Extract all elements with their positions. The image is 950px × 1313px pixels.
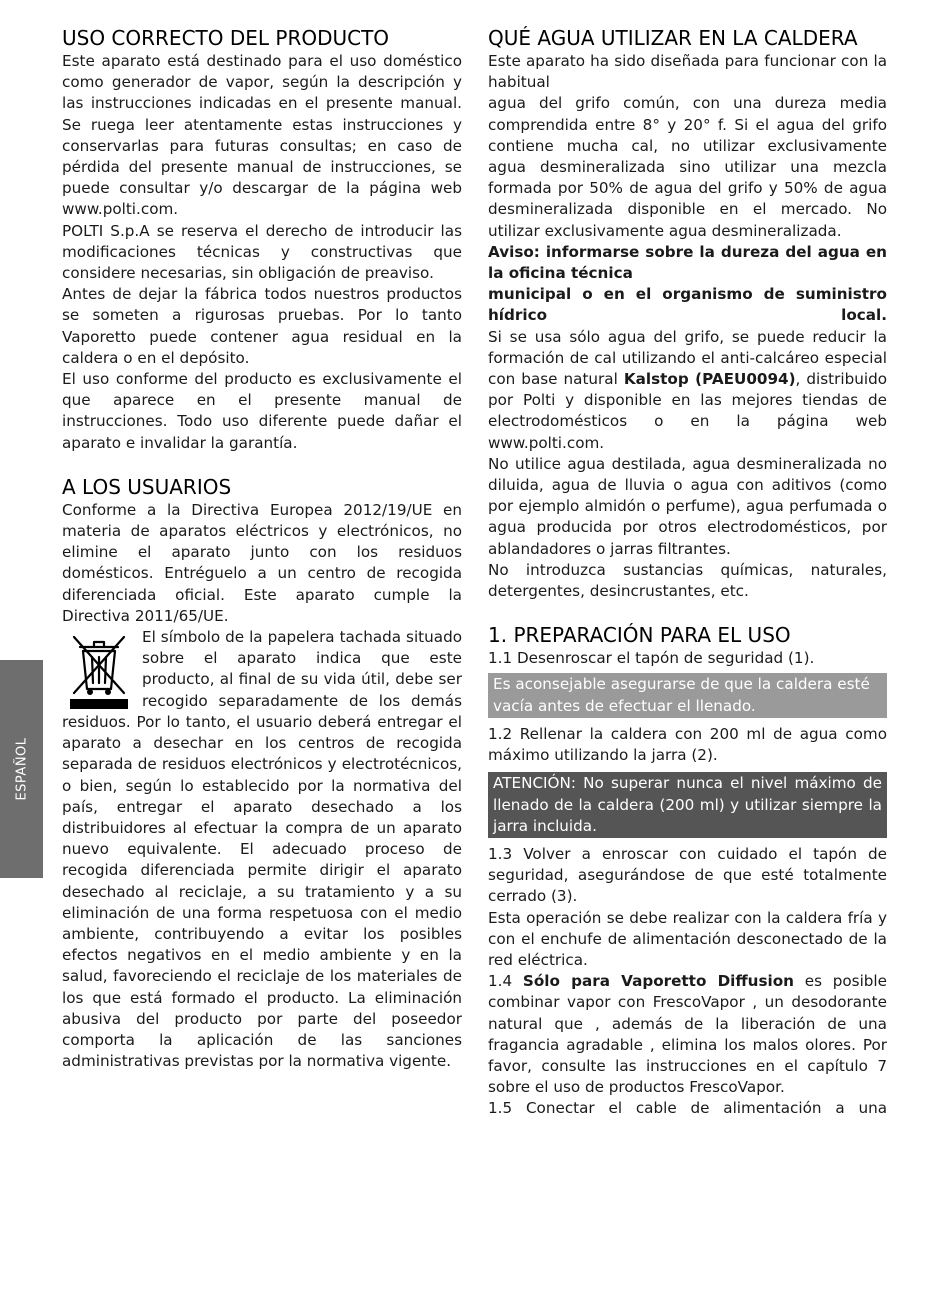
section-title-a-los-usuarios: A LOS USUARIOS (62, 474, 232, 499)
paragraph (488, 327, 887, 454)
step-1: 1.1 Desenroscar el tapón de seguridad (1). (488, 649, 815, 668)
weee-block (62, 627, 462, 1072)
paragraph: agua del grifo común, con una dureza media comprendida entre 8° y 20° f. Si el agua del grifo contiene mucha cal, no utilizar exclusivamente agua desmineralizada sino utilizar una mezcla formada por 50% de agua del grifo y 50% de agua desmineralizada disponible en el mercado. No utilizar exclusivamente agua desmineralizada. (488, 94, 887, 240)
note-box: Es aconsejable asegurarse de que la caldera esté vacía antes de efectuar el llenado. (488, 673, 887, 717)
text-run: , distribuido por Polti y disponible en las mejores tiendas de electrodomésticos o en la página web www.polti.com. (488, 370, 887, 452)
paragraph: No introduzca sustancias químicas, naturales, detergentes, desincrustantes, etc. (488, 560, 887, 601)
language-side-tab (0, 660, 43, 878)
text-run: Si se usa sólo agua del grifo, se puede reducir la formación de cal utilizando el anti-calcáreo especial con base natural (488, 327, 887, 389)
warning-text (488, 284, 887, 326)
step-3: 1.3 Volver a enroscar con cuidado el tapón de seguridad, asegurándose de que esté totalmente cerrado (3). (488, 844, 887, 906)
paragraph: Este aparato está destinado para el uso doméstico como generador de vapor, según la descripción y las instrucciones indicadas en el presente manual. Se ruega leer atentamente estas instrucciones y conservarlas para futuras consultas; en caso de pérdida del presente manual de instrucciones, se puede consultar y/o descargar de la página web www.polti.com. (62, 52, 462, 219)
paragraph: El símbolo de la papelera tachada situado sobre el aparato indica que este producto, al final de su vida útil, debe ser recogido separadamente de los demás residuos. Por lo tanto, el usuario deberá entregar el aparato a desechar en los centros de recogida separada de residuos electrónicos y electrotécnicos, o bien, según lo establecido por la normativa del país, entregar el aparato desechado a los distribuidores al efectuar la compra de un aparato nuevo equivalente. El adecuado proceso de recogida diferenciada permite dirigir el aparato desechado al reciclaje, a su tratamiento y a su eliminación de una forma respetuosa con el medio ambiente, contribuyendo a evitar los posibles efectos negativos en el medio ambiente y en la salud, favoreciendo el reciclaje de los materiales de los que está formado el producto. La eliminación abusiva del producto por parte del poseedor comporta la aplicación de las sanciones administrativas previstas por la normativa vigente. (62, 628, 462, 1071)
section-title-preparacion: 1. PREPARACIÓN PARA EL USO (488, 623, 791, 648)
warning-text (488, 242, 887, 284)
paragraph: Antes de dejar la fábrica todos nuestros productos se someten a rigurosas pruebas. Por lo tanto Vaporetto puede contener agua residual en la caldera o en el depósito. (62, 285, 462, 367)
text-run: 1.4 (488, 972, 523, 991)
warning-bold: Aviso: informarse sobre la dureza del agua en la oficina técnica (488, 242, 887, 283)
warning-bold: municipal o en el organismo de suministro hídrico local. (488, 285, 887, 325)
left-column (62, 25, 462, 1072)
paragraph: Esta operación se debe realizar con la caldera fría y con el enchufe de alimentación desconectado de la red eléctrica. (488, 908, 887, 969)
crossed-bin-icon (66, 629, 132, 711)
step-2: 1.2 Rellenar la caldera con 200 ml de agua como máximo utilizando la jarra (2). (488, 724, 887, 765)
step-5: 1.5 Conectar el cable de alimentación a una (488, 1099, 887, 1118)
product-name: Sólo para Vaporetto Diffusion (522, 972, 794, 991)
paragraph: Este aparato ha sido diseñada para funcionar con la habitual (488, 52, 887, 92)
text-run: es posible combinar vapor con FrescoVapor , un desodorante natural que , además de la liberación de una fragancia agradable , elimina los malos olores. Por favor, consulte las instrucciones en el capítulo 7 sobre el uso de productos FrescoVapor. (488, 972, 887, 1097)
section-title-uso-correcto: USO CORRECTO DEL PRODUCTO (62, 26, 390, 50)
attention-box: ATENCIÓN: No superar nunca el nivel máximo de llenado de la caldera (200 ml) y utilizar siempre la jarra incluida. (488, 772, 887, 838)
paragraph: No utilice agua destilada, agua desmineralizada no diluida, agua de lluvia o agua con aditivos (como por ejemplo almidón o perfume), agua perfumada o agua producida por otros electrodomésticos, por ablandadores o jarras filtrantes. (488, 454, 887, 558)
product-name: Kalstop (PAEU0094) (623, 370, 796, 389)
right-column (488, 25, 887, 1120)
step-4 (488, 971, 887, 1098)
paragraph: Conforme a la Directiva Europea 2012/19/UE en materia de aparatos eléctricos y electrónicos, no elimine el aparato junto con los residuos domésticos. Entréguelo a un centro de recogida diferenciada oficial. Este aparato cumple la Directiva 2011/65/UE. (62, 500, 462, 625)
section-title-que-agua: QUÉ AGUA UTILIZAR EN LA CALDERA (488, 26, 858, 50)
paragraph: POLTI S.p.A se reserva el derecho de introducir las modificaciones técnicas y constructivas que considere necesarias, sin obligación de preaviso. (62, 221, 462, 283)
paragraph: El uso conforme del producto es exclusivamente el que aparece en el presente manual de instrucciones. Todo uso diferente puede dañar el aparato e invalidar la garantía. (62, 370, 462, 452)
language-label: ESPAÑOL (14, 737, 29, 801)
